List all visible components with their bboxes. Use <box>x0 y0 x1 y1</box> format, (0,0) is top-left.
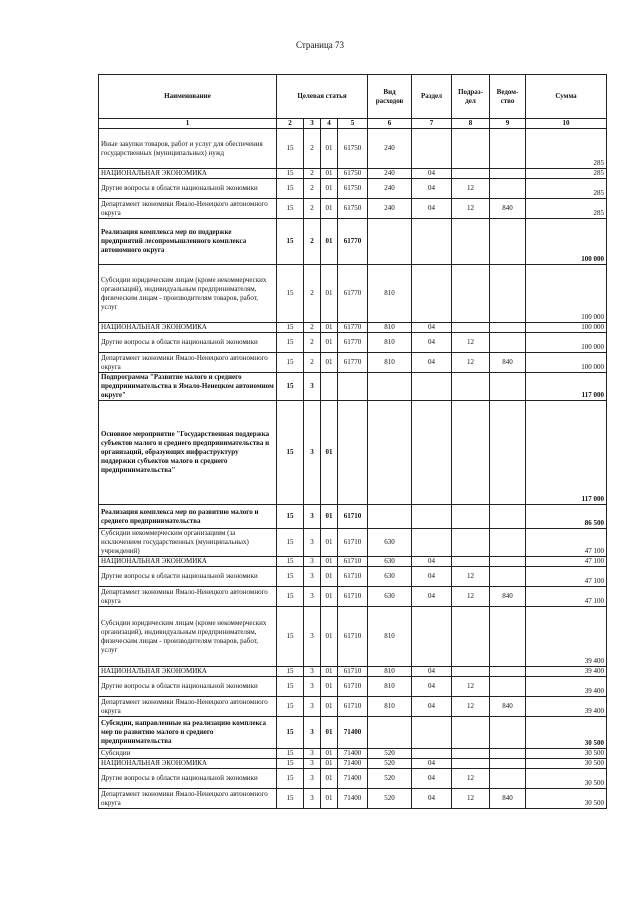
section: 04 <box>412 199 452 219</box>
subsection: 12 <box>452 769 490 789</box>
subsection: 12 <box>452 567 490 587</box>
code-subprogram: 3 <box>304 697 321 717</box>
code-subprogram: 3 <box>304 769 321 789</box>
code-subprogram: 2 <box>304 169 321 179</box>
row-name: Субсидии некоммерческим организациям (за исключением государственных (муниципальных) учреждений) <box>99 529 277 557</box>
table-row <box>99 769 607 789</box>
code-direction: 61710 <box>338 587 368 607</box>
department <box>490 759 526 769</box>
column-number: 4 <box>321 119 338 129</box>
row-name: Другие вопросы в области национальной экономики <box>99 333 277 353</box>
code-program: 15 <box>277 529 304 557</box>
code-program: 15 <box>277 353 304 373</box>
department <box>490 179 526 199</box>
code-activity: 01 <box>321 169 338 179</box>
table-row <box>99 353 607 373</box>
expense-type: 520 <box>368 759 412 769</box>
code-program: 15 <box>277 129 304 169</box>
table-body <box>99 129 607 809</box>
row-sum: 30 500 <box>526 759 607 769</box>
department <box>490 567 526 587</box>
code-subprogram: 3 <box>304 607 321 667</box>
subsection <box>452 265 490 323</box>
section: 04 <box>412 759 452 769</box>
header-target-article: Целевая статья <box>277 75 368 119</box>
expense-type: 240 <box>368 129 412 169</box>
code-activity: 01 <box>321 323 338 333</box>
row-sum: 39 400 <box>526 697 607 717</box>
section <box>412 373 452 401</box>
code-subprogram: 3 <box>304 717 321 749</box>
section: 04 <box>412 557 452 567</box>
code-subprogram: 2 <box>304 353 321 373</box>
code-direction: 71400 <box>338 717 368 749</box>
code-direction: 61770 <box>338 333 368 353</box>
expense-type: 630 <box>368 587 412 607</box>
code-subprogram: 2 <box>304 199 321 219</box>
code-activity: 01 <box>321 677 338 697</box>
table-row <box>99 219 607 265</box>
code-program: 15 <box>277 219 304 265</box>
row-name: Субсидии, направленные на реализацию комплекса мер по развитию малого и среднего предпринимательства <box>99 717 277 749</box>
code-program: 15 <box>277 373 304 401</box>
department <box>490 557 526 567</box>
subsection <box>452 373 490 401</box>
section <box>412 529 452 557</box>
code-activity: 01 <box>321 333 338 353</box>
row-name: НАЦИОНАЛЬНАЯ ЭКОНОМИКА <box>99 759 277 769</box>
code-activity: 01 <box>321 759 338 769</box>
department <box>490 677 526 697</box>
expense-type: 810 <box>368 667 412 677</box>
department: 840 <box>490 789 526 809</box>
code-program: 15 <box>277 717 304 749</box>
header-section: Раздел <box>412 75 452 119</box>
table-row <box>99 717 607 749</box>
expense-type: 810 <box>368 607 412 667</box>
row-sum: 30 500 <box>526 769 607 789</box>
code-program: 15 <box>277 587 304 607</box>
row-name: НАЦИОНАЛЬНАЯ ЭКОНОМИКА <box>99 169 277 179</box>
section: 04 <box>412 333 452 353</box>
code-direction: 61710 <box>338 607 368 667</box>
expense-type: 810 <box>368 323 412 333</box>
subsection <box>452 749 490 759</box>
table-row <box>99 129 607 169</box>
subsection <box>452 667 490 677</box>
code-activity: 01 <box>321 219 338 265</box>
code-subprogram: 3 <box>304 759 321 769</box>
table-row <box>99 587 607 607</box>
department <box>490 769 526 789</box>
subsection <box>452 505 490 529</box>
subsection: 12 <box>452 179 490 199</box>
row-sum: 30 500 <box>526 749 607 759</box>
department <box>490 749 526 759</box>
section: 04 <box>412 179 452 199</box>
department <box>490 265 526 323</box>
code-subprogram: 3 <box>304 557 321 567</box>
row-name: Подпрограмма "Развитие малого и среднего предпринимательства в Ямало-Ненецком автономном округе" <box>99 373 277 401</box>
header-name: Наименование <box>99 75 277 119</box>
expense-type: 630 <box>368 557 412 567</box>
code-activity: 01 <box>321 529 338 557</box>
code-program: 15 <box>277 667 304 677</box>
code-program: 15 <box>277 179 304 199</box>
column-number: 7 <box>412 119 452 129</box>
row-sum: 47 100 <box>526 557 607 567</box>
section <box>412 219 452 265</box>
code-program: 15 <box>277 505 304 529</box>
expense-type: 520 <box>368 789 412 809</box>
table-row <box>99 373 607 401</box>
code-program: 15 <box>277 557 304 567</box>
code-subprogram: 2 <box>304 129 321 169</box>
section: 04 <box>412 667 452 677</box>
subsection: 12 <box>452 199 490 219</box>
section <box>412 505 452 529</box>
subsection <box>452 717 490 749</box>
code-direction: 61710 <box>338 697 368 717</box>
table-row <box>99 667 607 677</box>
row-sum: 39 400 <box>526 667 607 677</box>
table-row <box>99 199 607 219</box>
expense-type <box>368 717 412 749</box>
code-subprogram: 2 <box>304 265 321 323</box>
column-number: 5 <box>338 119 368 129</box>
row-sum: 39 400 <box>526 607 607 667</box>
section: 04 <box>412 677 452 697</box>
column-number-row <box>99 119 607 129</box>
expense-type: 520 <box>368 749 412 759</box>
row-sum: 39 400 <box>526 677 607 697</box>
code-direction: 71400 <box>338 759 368 769</box>
code-subprogram: 2 <box>304 219 321 265</box>
subsection: 12 <box>452 333 490 353</box>
code-activity: 01 <box>321 505 338 529</box>
code-program: 15 <box>277 769 304 789</box>
row-name: Другие вопросы в области национальной экономики <box>99 769 277 789</box>
code-program: 15 <box>277 169 304 179</box>
column-number: 1 <box>99 119 277 129</box>
code-direction <box>338 373 368 401</box>
code-subprogram: 3 <box>304 529 321 557</box>
row-name: Департамент экономики Ямало-Ненецкого автономного округа <box>99 697 277 717</box>
header-department: Ведом-ство <box>490 75 526 119</box>
header-expense-type: Вид расходов <box>368 75 412 119</box>
section: 04 <box>412 353 452 373</box>
table-row <box>99 265 607 323</box>
column-number: 8 <box>452 119 490 129</box>
code-subprogram: 3 <box>304 789 321 809</box>
code-direction: 61710 <box>338 667 368 677</box>
code-activity: 01 <box>321 265 338 323</box>
code-activity <box>321 373 338 401</box>
code-program: 15 <box>277 401 304 505</box>
row-sum: 30 500 <box>526 789 607 809</box>
row-sum: 47 100 <box>526 567 607 587</box>
code-subprogram: 3 <box>304 677 321 697</box>
code-activity: 01 <box>321 401 338 505</box>
row-sum: 117 000 <box>526 373 607 401</box>
subsection <box>452 529 490 557</box>
row-name: Иные закупки товаров, работ и услуг для обеспечения государственных (муниципальных) нужд <box>99 129 277 169</box>
table-row <box>99 759 607 769</box>
section <box>412 401 452 505</box>
table-row <box>99 529 607 557</box>
table-row <box>99 697 607 717</box>
expense-type: 810 <box>368 353 412 373</box>
department: 840 <box>490 353 526 373</box>
code-activity: 01 <box>321 607 338 667</box>
row-sum: 285 <box>526 179 607 199</box>
subsection <box>452 557 490 567</box>
row-name: Субсидии юридическим лицам (кроме некоммерческих организаций), индивидуальным предпринимателям, физическим лицам - производителям товаров, работ, услуг <box>99 265 277 323</box>
subsection: 12 <box>452 697 490 717</box>
row-name: Другие вопросы в области национальной экономики <box>99 677 277 697</box>
code-subprogram: 3 <box>304 749 321 759</box>
row-name: Департамент экономики Ямало-Ненецкого автономного округа <box>99 789 277 809</box>
code-direction: 71400 <box>338 769 368 789</box>
subsection <box>452 169 490 179</box>
code-direction: 61710 <box>338 505 368 529</box>
subsection: 12 <box>452 353 490 373</box>
code-activity: 01 <box>321 129 338 169</box>
row-name: Реализация комплекса мер по поддержке предприятий лесопромышленного комплекса автономного округа <box>99 219 277 265</box>
subsection: 12 <box>452 587 490 607</box>
section: 04 <box>412 169 452 179</box>
row-sum: 47 100 <box>526 587 607 607</box>
code-subprogram: 3 <box>304 401 321 505</box>
department: 840 <box>490 587 526 607</box>
code-program: 15 <box>277 265 304 323</box>
department <box>490 333 526 353</box>
row-sum: 47 100 <box>526 529 607 557</box>
row-sum: 30 500 <box>526 717 607 749</box>
table-row <box>99 179 607 199</box>
row-name: Основное мероприятие "Государственная поддержка субъектов малого и среднего предпринимательства и организаций, образующих инфраструктуру поддержки субъектов малого и среднего предпринимательства" <box>99 401 277 505</box>
expense-type: 240 <box>368 169 412 179</box>
row-name: Субсидии юридическим лицам (кроме некоммерческих организаций), индивидуальным предпринимателям, физическим лицам - производителям товаров, работ, услуг <box>99 607 277 667</box>
table-row <box>99 607 607 667</box>
expense-type: 810 <box>368 697 412 717</box>
department <box>490 169 526 179</box>
subsection <box>452 401 490 505</box>
column-number: 10 <box>526 119 607 129</box>
header-subsection: Подраз-дел <box>452 75 490 119</box>
table-row <box>99 677 607 697</box>
expense-type <box>368 219 412 265</box>
subsection <box>452 129 490 169</box>
code-activity: 01 <box>321 587 338 607</box>
expense-type <box>368 505 412 529</box>
page-label: Страница 73 <box>295 40 345 50</box>
subsection: 12 <box>452 677 490 697</box>
code-subprogram: 2 <box>304 323 321 333</box>
budget-table <box>98 74 607 809</box>
table-row <box>99 505 607 529</box>
code-activity: 01 <box>321 353 338 373</box>
row-sum: 100 000 <box>526 353 607 373</box>
row-name: Реализация комплекса мер по развитию малого и среднего предпринимательства <box>99 505 277 529</box>
row-sum: 285 <box>526 129 607 169</box>
row-name: Департамент экономики Ямало-Ненецкого автономного округа <box>99 353 277 373</box>
row-name: НАЦИОНАЛЬНАЯ ЭКОНОМИКА <box>99 557 277 567</box>
department <box>490 607 526 667</box>
section <box>412 265 452 323</box>
section: 04 <box>412 587 452 607</box>
department: 840 <box>490 697 526 717</box>
code-direction: 61710 <box>338 557 368 567</box>
code-direction: 61770 <box>338 323 368 333</box>
subsection <box>452 323 490 333</box>
code-program: 15 <box>277 323 304 333</box>
code-direction: 71400 <box>338 789 368 809</box>
code-direction: 61770 <box>338 219 368 265</box>
row-sum: 100 000 <box>526 333 607 353</box>
table-row <box>99 557 607 567</box>
expense-type: 810 <box>368 333 412 353</box>
section <box>412 717 452 749</box>
column-number: 2 <box>277 119 304 129</box>
section: 04 <box>412 789 452 809</box>
code-program: 15 <box>277 749 304 759</box>
department <box>490 717 526 749</box>
code-direction: 61710 <box>338 567 368 587</box>
table-header-row <box>99 75 607 119</box>
expense-type: 240 <box>368 199 412 219</box>
table-row <box>99 169 607 179</box>
department <box>490 667 526 677</box>
department <box>490 401 526 505</box>
code-activity: 01 <box>321 789 338 809</box>
column-number: 6 <box>368 119 412 129</box>
code-program: 15 <box>277 567 304 587</box>
department: 840 <box>490 199 526 219</box>
row-sum: 100 000 <box>526 265 607 323</box>
code-direction: 61710 <box>338 529 368 557</box>
header-sum: Сумма <box>526 75 607 119</box>
subsection <box>452 607 490 667</box>
table-row <box>99 401 607 505</box>
expense-type: 240 <box>368 179 412 199</box>
code-activity: 01 <box>321 199 338 219</box>
row-sum: 285 <box>526 169 607 179</box>
expense-type: 630 <box>368 529 412 557</box>
expense-type: 810 <box>368 677 412 697</box>
expense-type <box>368 373 412 401</box>
code-program: 15 <box>277 697 304 717</box>
row-sum: 117 000 <box>526 401 607 505</box>
code-subprogram: 3 <box>304 587 321 607</box>
department <box>490 219 526 265</box>
code-activity: 01 <box>321 749 338 759</box>
subsection <box>452 759 490 769</box>
table-row <box>99 789 607 809</box>
section <box>412 749 452 759</box>
code-direction: 61750 <box>338 199 368 219</box>
column-number: 9 <box>490 119 526 129</box>
code-activity: 01 <box>321 667 338 677</box>
row-sum: 285 <box>526 199 607 219</box>
section: 04 <box>412 567 452 587</box>
code-activity: 01 <box>321 567 338 587</box>
row-name: Департамент экономики Ямало-Ненецкого автономного округа <box>99 587 277 607</box>
code-direction: 61750 <box>338 179 368 199</box>
subsection <box>452 219 490 265</box>
row-name: Департамент экономики Ямало-Ненецкого автономного округа <box>99 199 277 219</box>
row-name: Другие вопросы в области национальной экономики <box>99 567 277 587</box>
table-row <box>99 333 607 353</box>
row-sum: 100 000 <box>526 323 607 333</box>
expense-type: 520 <box>368 769 412 789</box>
row-sum: 86 500 <box>526 505 607 529</box>
code-subprogram: 3 <box>304 505 321 529</box>
code-direction: 71400 <box>338 749 368 759</box>
code-subprogram: 3 <box>304 567 321 587</box>
code-subprogram: 3 <box>304 373 321 401</box>
code-activity: 01 <box>321 769 338 789</box>
code-subprogram: 2 <box>304 179 321 199</box>
row-name: НАЦИОНАЛЬНАЯ ЭКОНОМИКА <box>99 667 277 677</box>
code-direction: 61750 <box>338 129 368 169</box>
code-program: 15 <box>277 607 304 667</box>
code-direction: 61770 <box>338 265 368 323</box>
section: 04 <box>412 769 452 789</box>
subsection: 12 <box>452 789 490 809</box>
expense-type: 630 <box>368 567 412 587</box>
code-program: 15 <box>277 759 304 769</box>
expense-type <box>368 401 412 505</box>
row-name: Субсидии <box>99 749 277 759</box>
code-program: 15 <box>277 789 304 809</box>
row-name: Другие вопросы в области национальной экономики <box>99 179 277 199</box>
table-row <box>99 323 607 333</box>
code-direction: 61770 <box>338 353 368 373</box>
code-activity: 01 <box>321 179 338 199</box>
table-row <box>99 749 607 759</box>
expense-type: 810 <box>368 265 412 323</box>
code-program: 15 <box>277 199 304 219</box>
department <box>490 323 526 333</box>
code-direction: 61710 <box>338 677 368 697</box>
row-sum: 100 000 <box>526 219 607 265</box>
section: 04 <box>412 323 452 333</box>
section <box>412 129 452 169</box>
section: 04 <box>412 697 452 717</box>
table-row <box>99 567 607 587</box>
code-subprogram: 2 <box>304 333 321 353</box>
code-direction: 61750 <box>338 169 368 179</box>
code-activity: 01 <box>321 717 338 749</box>
column-number: 3 <box>304 119 321 129</box>
code-activity: 01 <box>321 557 338 567</box>
code-program: 15 <box>277 333 304 353</box>
department <box>490 373 526 401</box>
department <box>490 529 526 557</box>
code-activity: 01 <box>321 697 338 717</box>
department <box>490 129 526 169</box>
department <box>490 505 526 529</box>
row-name: НАЦИОНАЛЬНАЯ ЭКОНОМИКА <box>99 323 277 333</box>
code-direction <box>338 401 368 505</box>
code-subprogram: 3 <box>304 667 321 677</box>
code-program: 15 <box>277 677 304 697</box>
section <box>412 607 452 667</box>
